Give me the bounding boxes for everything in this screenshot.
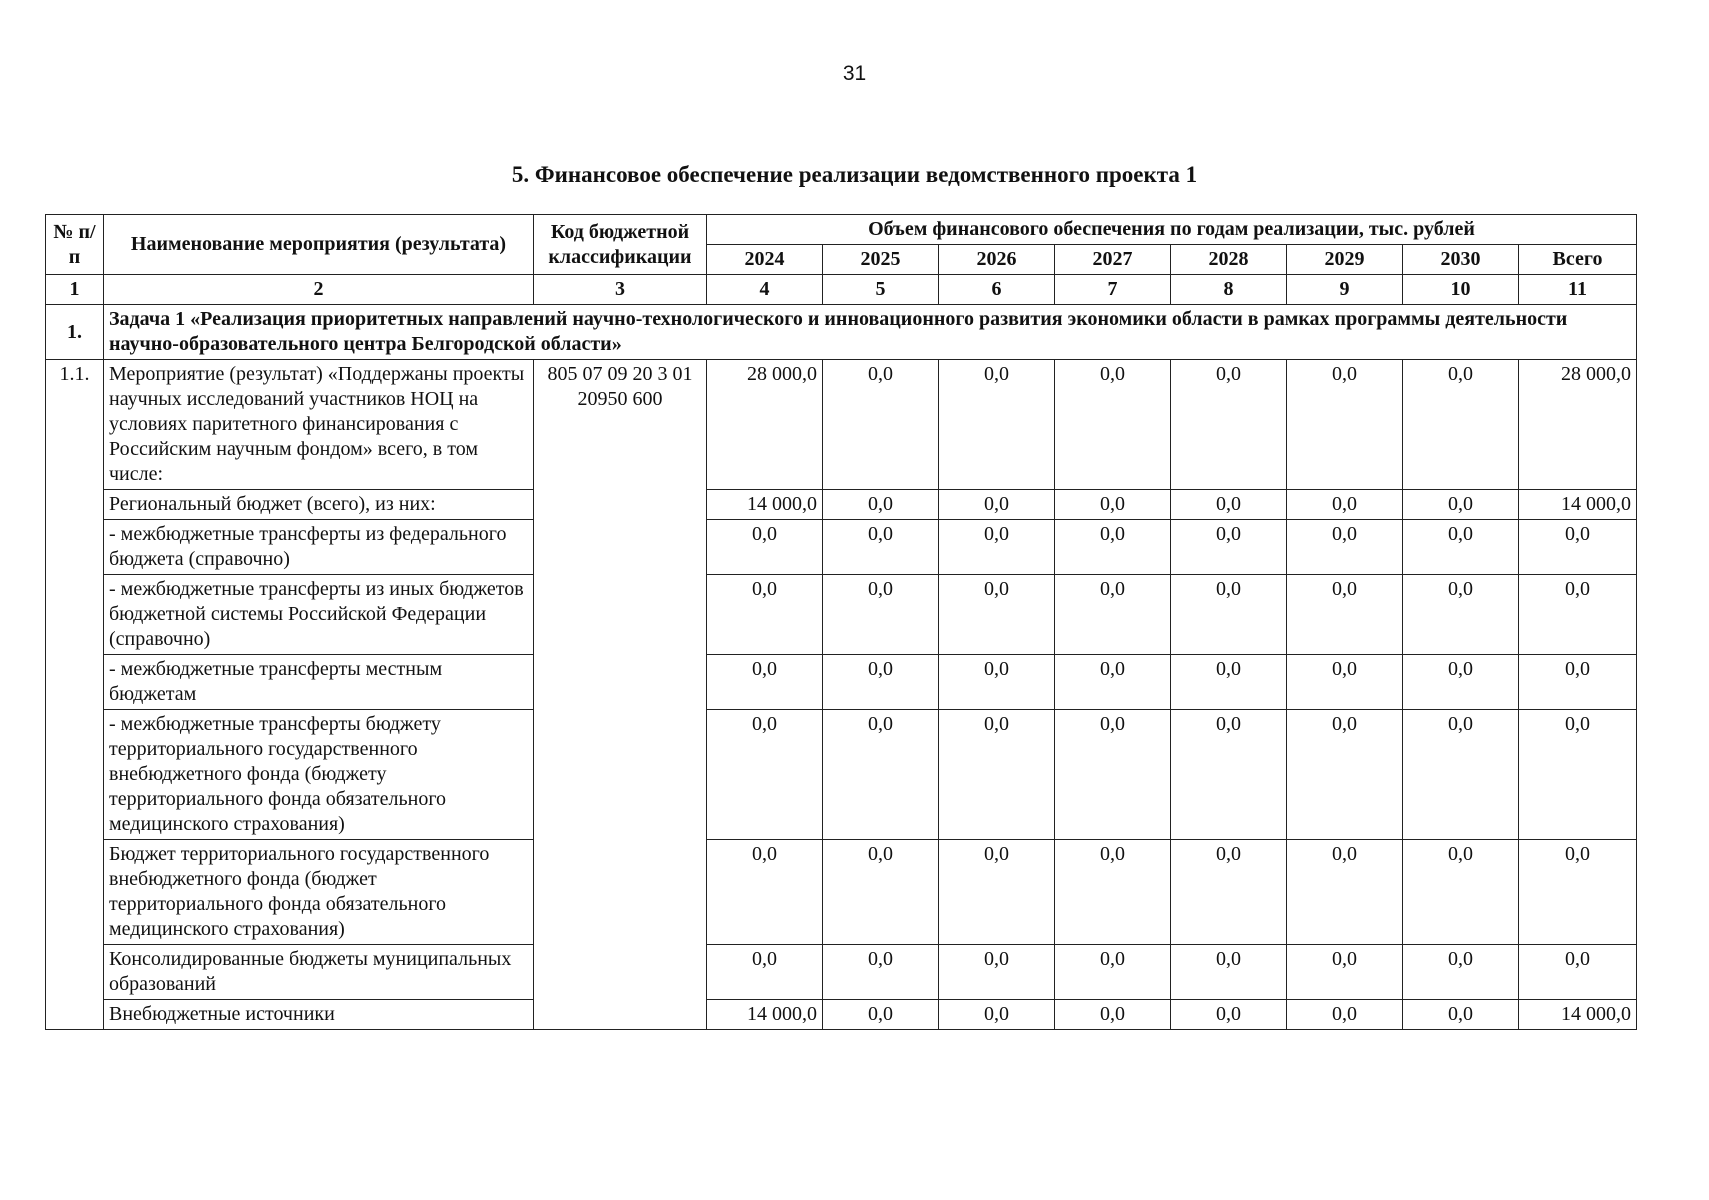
value-cell: 0,0 <box>707 945 823 1000</box>
value-cell: 0,0 <box>1171 840 1287 945</box>
value-cell: 0,0 <box>1055 655 1171 710</box>
table-row <box>46 655 1637 710</box>
column-numbers-row <box>46 275 1637 305</box>
value-cell: 0,0 <box>939 1000 1055 1030</box>
value-cell: 0,0 <box>1171 710 1287 840</box>
value-cell: 0,0 <box>823 490 939 520</box>
value-cell: 14 000,0 <box>1519 1000 1637 1030</box>
row-name: - межбюджетные трансферты местным бюджетам <box>104 655 534 710</box>
row-name: - межбюджетные трансферты из иных бюджетов бюджетной системы Российской Федерации (справочно) <box>104 575 534 655</box>
task-text: Задача 1 «Реализация приоритетных направлений научно-технологического и инновационного развития экономики области в рамках программы деятельности научно-образовательного центра Белгородской области» <box>104 305 1637 360</box>
value-cell: 0,0 <box>939 655 1055 710</box>
value-cell: 0,0 <box>1055 1000 1171 1030</box>
value-cell: 0,0 <box>707 575 823 655</box>
row-name: Консолидированные бюджеты муниципальных образований <box>104 945 534 1000</box>
page-title: 5. Финансовое обеспечение реализации ведомственного проекта 1 <box>511 162 1198 187</box>
value-cell: 0,0 <box>939 945 1055 1000</box>
table-row <box>46 945 1637 1000</box>
table-row <box>46 710 1637 840</box>
row-name: - межбюджетные трансферты из федерального бюджета (справочно) <box>104 520 534 575</box>
column-number: 7 <box>1055 275 1171 305</box>
value-cell: 0,0 <box>1287 655 1403 710</box>
value-cell: 0,0 <box>823 655 939 710</box>
value-cell: 0,0 <box>1519 575 1637 655</box>
header-year: 2028 <box>1171 245 1287 275</box>
value-cell: 0,0 <box>1171 575 1287 655</box>
table-row <box>46 1000 1637 1030</box>
value-cell: 0,0 <box>939 575 1055 655</box>
value-cell: 0,0 <box>1519 945 1637 1000</box>
column-number: 5 <box>823 275 939 305</box>
value-cell: 0,0 <box>1403 360 1519 490</box>
row-name: Внебюджетные источники <box>104 1000 534 1030</box>
header-total: Всего <box>1519 245 1637 275</box>
value-cell: 0,0 <box>939 710 1055 840</box>
table-row <box>46 360 1637 490</box>
value-cell: 0,0 <box>1055 490 1171 520</box>
value-cell: 0,0 <box>1055 945 1171 1000</box>
column-number: 3 <box>534 275 707 305</box>
value-cell: 14 000,0 <box>707 1000 823 1030</box>
column-number: 2 <box>104 275 534 305</box>
value-cell: 0,0 <box>823 840 939 945</box>
value-cell: 0,0 <box>939 360 1055 490</box>
value-cell: 0,0 <box>1403 490 1519 520</box>
value-cell: 0,0 <box>1403 575 1519 655</box>
value-cell: 0,0 <box>823 520 939 575</box>
value-cell: 0,0 <box>1171 520 1287 575</box>
value-cell: 0,0 <box>1403 710 1519 840</box>
value-cell: 0,0 <box>823 1000 939 1030</box>
value-cell: 14 000,0 <box>707 490 823 520</box>
value-cell: 0,0 <box>1055 360 1171 490</box>
value-cell: 28 000,0 <box>1519 360 1637 490</box>
value-cell: 0,0 <box>1287 1000 1403 1030</box>
task-number: 1. <box>46 305 104 360</box>
value-cell: 0,0 <box>707 520 823 575</box>
value-cell: 0,0 <box>939 490 1055 520</box>
header-num: № п/п <box>46 215 104 275</box>
value-cell: 0,0 <box>1519 710 1637 840</box>
column-number: 10 <box>1403 275 1519 305</box>
value-cell: 0,0 <box>939 520 1055 575</box>
value-cell: 0,0 <box>1171 945 1287 1000</box>
header-name: Наименование мероприятия (результата) <box>104 215 534 275</box>
table-row <box>46 490 1637 520</box>
value-cell: 0,0 <box>1171 1000 1287 1030</box>
value-cell: 0,0 <box>1055 840 1171 945</box>
table-row <box>46 840 1637 945</box>
header-year: 2030 <box>1403 245 1519 275</box>
header-volume: Объем финансового обеспечения по годам реализации, тыс. рублей <box>707 215 1637 245</box>
column-number: 1 <box>46 275 104 305</box>
column-number: 4 <box>707 275 823 305</box>
table-row <box>46 520 1637 575</box>
value-cell: 0,0 <box>1519 840 1637 945</box>
value-cell: 0,0 <box>1403 520 1519 575</box>
column-number: 8 <box>1171 275 1287 305</box>
header-year: 2026 <box>939 245 1055 275</box>
value-cell: 0,0 <box>1403 655 1519 710</box>
value-cell: 0,0 <box>1287 520 1403 575</box>
row-name: Бюджет территориального государственного внебюджетного фонда (бюджет территориального фонда обязательного медицинского страхования) <box>104 840 534 945</box>
value-cell: 0,0 <box>1055 575 1171 655</box>
column-number: 9 <box>1287 275 1403 305</box>
value-cell: 0,0 <box>939 840 1055 945</box>
value-cell: 0,0 <box>707 840 823 945</box>
budget-code: 805 07 09 20 3 01 20950 600 <box>534 360 707 1030</box>
table-row <box>46 575 1637 655</box>
value-cell: 0,0 <box>1287 490 1403 520</box>
value-cell: 0,0 <box>1403 1000 1519 1030</box>
value-cell: 0,0 <box>1287 360 1403 490</box>
value-cell: 0,0 <box>1171 490 1287 520</box>
row-name: Региональный бюджет (всего), из них: <box>104 490 534 520</box>
value-cell: 0,0 <box>1519 655 1637 710</box>
value-cell: 0,0 <box>823 575 939 655</box>
task-row <box>46 305 1637 360</box>
value-cell: 0,0 <box>1287 575 1403 655</box>
value-cell: 0,0 <box>707 655 823 710</box>
value-cell: 0,0 <box>1287 840 1403 945</box>
header-year: 2025 <box>823 245 939 275</box>
row-name: - межбюджетные трансферты бюджету территориального государственного внебюджетного фонда (бюджету территориального фонда обязательного медицинского страхования) <box>104 710 534 840</box>
row-name: Мероприятие (результат) «Поддержаны проекты научных исследований участников НОЦ на условиях паритетного финансирования с Российским научным фондом» всего, в том числе: <box>104 360 534 490</box>
value-cell: 0,0 <box>707 710 823 840</box>
value-cell: 0,0 <box>1403 945 1519 1000</box>
value-cell: 0,0 <box>1055 520 1171 575</box>
header-year: 2027 <box>1055 245 1171 275</box>
column-number: 11 <box>1519 275 1637 305</box>
value-cell: 0,0 <box>823 360 939 490</box>
value-cell: 0,0 <box>1287 710 1403 840</box>
value-cell: 28 000,0 <box>707 360 823 490</box>
header-year: 2024 <box>707 245 823 275</box>
column-number: 6 <box>939 275 1055 305</box>
page-number: 31 <box>842 62 867 85</box>
header-code: Код бюджетной классификации <box>534 215 707 275</box>
value-cell: 0,0 <box>823 945 939 1000</box>
header-year: 2029 <box>1287 245 1403 275</box>
value-cell: 0,0 <box>1055 710 1171 840</box>
header-row-1 <box>46 215 1637 245</box>
value-cell: 0,0 <box>1171 360 1287 490</box>
value-cell: 0,0 <box>1403 840 1519 945</box>
value-cell: 0,0 <box>823 710 939 840</box>
value-cell: 0,0 <box>1171 655 1287 710</box>
item-number: 1.1. <box>46 360 104 1030</box>
value-cell: 14 000,0 <box>1519 490 1637 520</box>
financing-table <box>45 214 1637 1030</box>
value-cell: 0,0 <box>1519 520 1637 575</box>
value-cell: 0,0 <box>1287 945 1403 1000</box>
